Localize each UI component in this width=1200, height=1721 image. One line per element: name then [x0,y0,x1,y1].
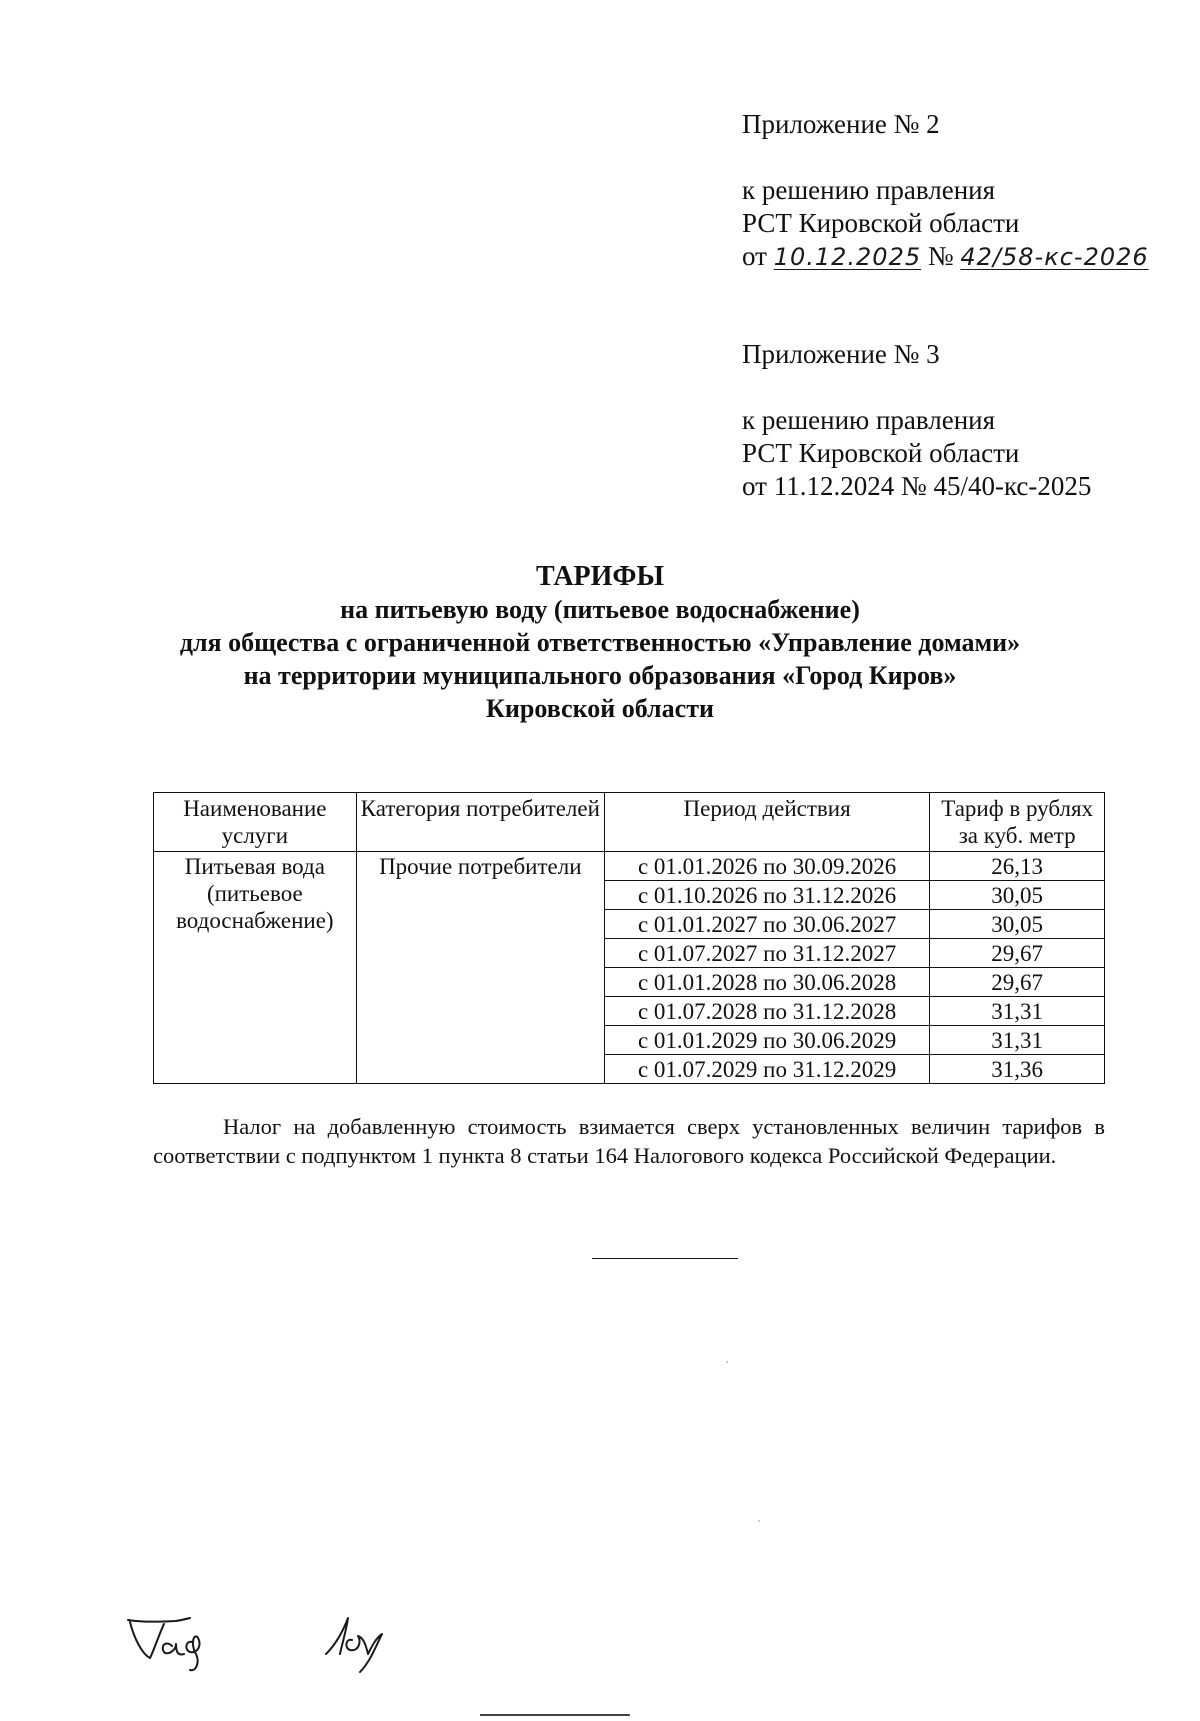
header-category: Категория потребителей [356,793,604,852]
header-service: Наименование услуги [154,793,357,852]
signature-stroke [130,1622,164,1658]
signature-stroke [163,1644,184,1655]
annex-3-block [742,338,1091,503]
cell-tariff: 30,05 [930,881,1105,910]
cell-period: с 01.07.2027 по 31.12.2027 [604,939,929,968]
document-heading [120,560,1080,725]
cell-period: с 01.10.2026 по 31.12.2026 [604,881,929,910]
cell-tariff: 31,36 [930,1055,1105,1084]
cell-service: Питьевая вода (питьевое водоснабжение) [154,852,357,1084]
header-tariff: Тариф в рублях за куб. метр [930,793,1105,852]
heading-line1: на питьевую воду (питьевое водоснабжение) [340,595,860,624]
signature-stroke [128,1618,190,1622]
table-row [154,852,1105,881]
cell-tariff: 26,13 [930,852,1105,881]
cell-tariff: 31,31 [930,997,1105,1026]
scan-speck [758,1520,760,1522]
tariff-table [153,792,1105,1084]
cell-period: с 01.07.2029 по 31.12.2029 [604,1055,929,1084]
heading-main: ТАРИФЫ [536,561,664,592]
vat-note: Налог на добавленную стоимость взимается сверх установленных величин тарифов в соответствии с подпунктом 1 пункта 8 статьи 164 Налогового кодекса Российской Федерации. [153,1114,1105,1168]
cell-tariff: 30,05 [930,910,1105,939]
cell-tariff: 31,31 [930,1026,1105,1055]
signature-stroke [326,1618,348,1654]
annex-2-handwritten-date: 10.12.2025 [773,243,922,271]
annex-2-handwritten-number: 42/58-кс-2026 [960,243,1149,271]
signature-stroke [346,1634,382,1672]
annex-2-decision-line [742,240,1149,274]
cell-period: с 01.01.2026 по 30.09.2026 [604,852,929,881]
annex-3-line2: РСТ Кировской области [742,438,1020,468]
annex-3-line1: к решению правления [742,405,996,435]
table-header-row [154,793,1105,852]
annex-2-line2: РСТ Кировской области [742,208,1020,238]
scan-edge-mark [480,1714,630,1716]
scan-speck [726,1361,728,1363]
heading-line2: для общества с ограниченной ответственностью «Управление домами» [179,628,1021,657]
cell-period: с 01.01.2029 по 30.06.2029 [604,1026,929,1055]
header-period: Период действия [604,793,929,852]
end-divider [592,1258,738,1259]
cell-period: с 01.01.2027 по 30.06.2027 [604,910,929,939]
cell-period: с 01.01.2028 по 30.06.2028 [604,968,929,997]
annex-2-block [742,108,1149,274]
cell-category: Прочие потребители [356,852,604,1084]
signatures-image [120,1610,420,1690]
annex-2-number-label: № [927,241,954,271]
cell-tariff: 29,67 [930,939,1105,968]
heading-line3: на территории муниципального образования «Город Киров» [243,661,957,690]
annex-2-line1: к решению правления [742,175,996,205]
signature-stroke [186,1636,199,1670]
cell-period: с 01.07.2028 по 31.12.2028 [604,997,929,1026]
annex-3-title: Приложение № 3 [742,339,940,369]
heading-line4: Кировской области [486,694,714,723]
annex-2-title: Приложение № 2 [742,109,940,139]
annex-3-line3: от 11.12.2024 № 45/40-кс-2025 [742,471,1092,501]
cell-tariff: 29,67 [930,968,1105,997]
annex-2-from-label: от [742,241,767,271]
